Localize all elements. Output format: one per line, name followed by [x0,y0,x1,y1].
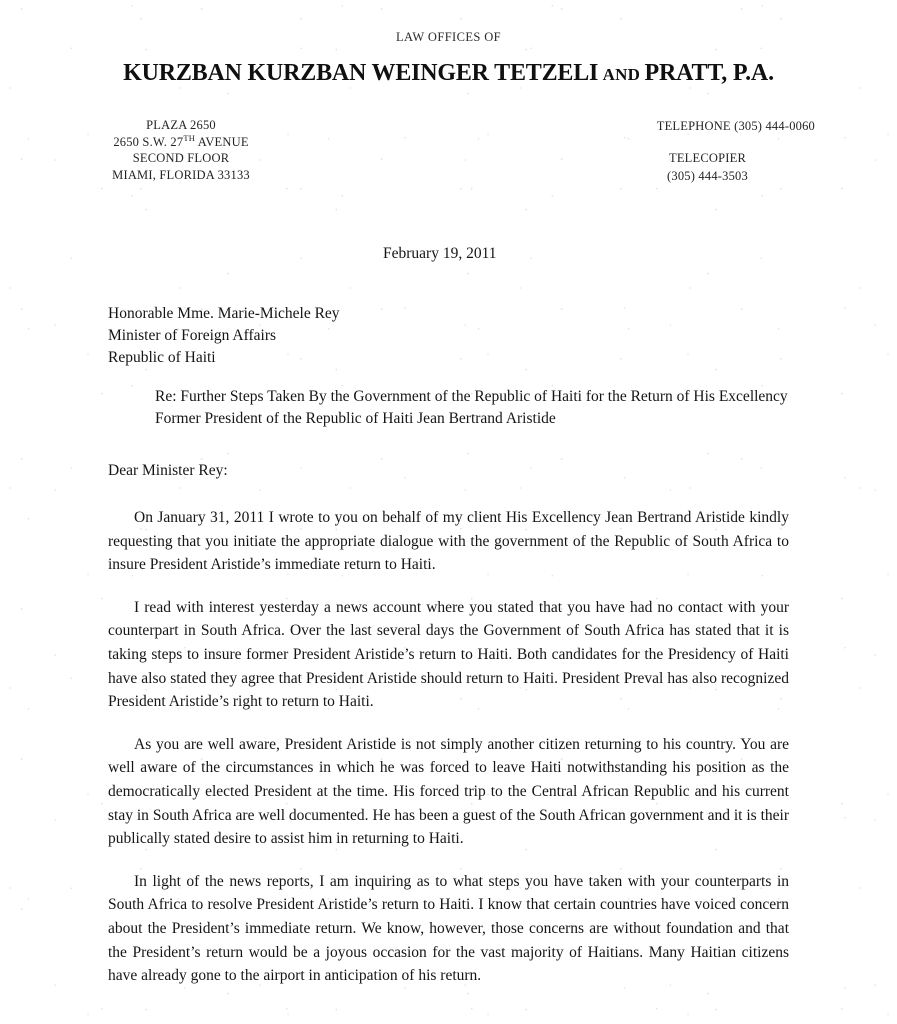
letterhead-eyebrow: LAW OFFICES OF [395,30,502,44]
address-line-floor: SECOND FLOOR [132,151,230,165]
recipient-address-block [108,303,340,369]
letterhead-telecopier-block [620,149,795,185]
recipient-country: Republic of Haiti [108,349,216,366]
letter-salutation: Dear Minister Rey: [108,462,228,479]
address-line-plaza: PLAZA 2650 [146,118,216,132]
address-line-street [52,134,310,151]
letterhead-firm-name [0,60,897,87]
recipient-name: Honorable Mme. Marie-Michele Rey [108,305,340,322]
letter-subject-line: Re: Further Steps Taken By the Government of the Republic of Haiti for the Return of His Excellency Former President of the Republic of Haiti Jean Bertrand Aristide [155,388,788,427]
telecopier-label: TELECOPIER [669,151,746,165]
body-paragraph-2: I read with interest yesterday a news account where you stated that you have had no contact with your counterpart in South Africa. Over the last several days the Government of South Africa has stated that it is taking steps to insure former President Aristide’s return to Haiti. Both candidates for the Presidency of Haiti have also stated they agree that President Aristide should return to Haiti. President Preval has also recognized President Aristide’s right to return to Haiti. [108,598,789,711]
recipient-title: Minister of Foreign Affairs [108,327,277,344]
body-paragraph-4: In light of the news reports, I am inquiring as to what steps you have taken with your counterparts in South Africa to resolve President Aristide’s return to Haiti. I know that certain countries have voiced concern about the President’s immediate return. We know, however, those concerns are without foundation and that the President’s return would be a joyous occasion for the vast majority of Haitians. Many Haitian citizens have already gone to the airport in anticipation of his return. [108,872,789,985]
address-street-ordinal-suffix: TH [183,132,196,143]
letter-body [108,506,789,988]
address-street-prefix: 2650 S.W. 27 [113,134,184,149]
firm-name-main: KURZBAN KURZBAN WEINGER TETZELI [123,60,599,86]
telecopier-number: (305) 444-3503 [667,169,748,183]
firm-name-conjunction: AND [602,65,641,84]
body-paragraph-3: As you are well aware, President Aristide is not simply another citizen returning to his country. You are well aware of the circumstances in which he was forced to leave Haiti notwithstanding his position as the democratically elected President at the time. His forced trip to the Central African Republic and his current stay in South Africa are well documented. He has been a guest of the South African government and it is their publically stated desire to assist him in returning to Haiti. [108,735,789,848]
letter-date: February 19, 2011 [383,245,497,262]
body-paragraph-1: On January 31, 2011 I wrote to you on behalf of my client His Excellency Jean Bertrand Aristide kindly requesting that you initiate the appropriate dialogue with the government of the Republic of South Africa to insure President Aristide’s immediate return to Haiti. [108,509,789,574]
letterhead-telephone: TELEPHONE (305) 444-0060 [656,119,815,133]
address-street-suffix: AVENUE [195,134,249,149]
address-line-city-state-zip: MIAMI, FLORIDA 33133 [112,167,250,182]
letterhead-address-block [52,117,310,183]
firm-name-tail: PRATT, P.A. [644,60,774,86]
